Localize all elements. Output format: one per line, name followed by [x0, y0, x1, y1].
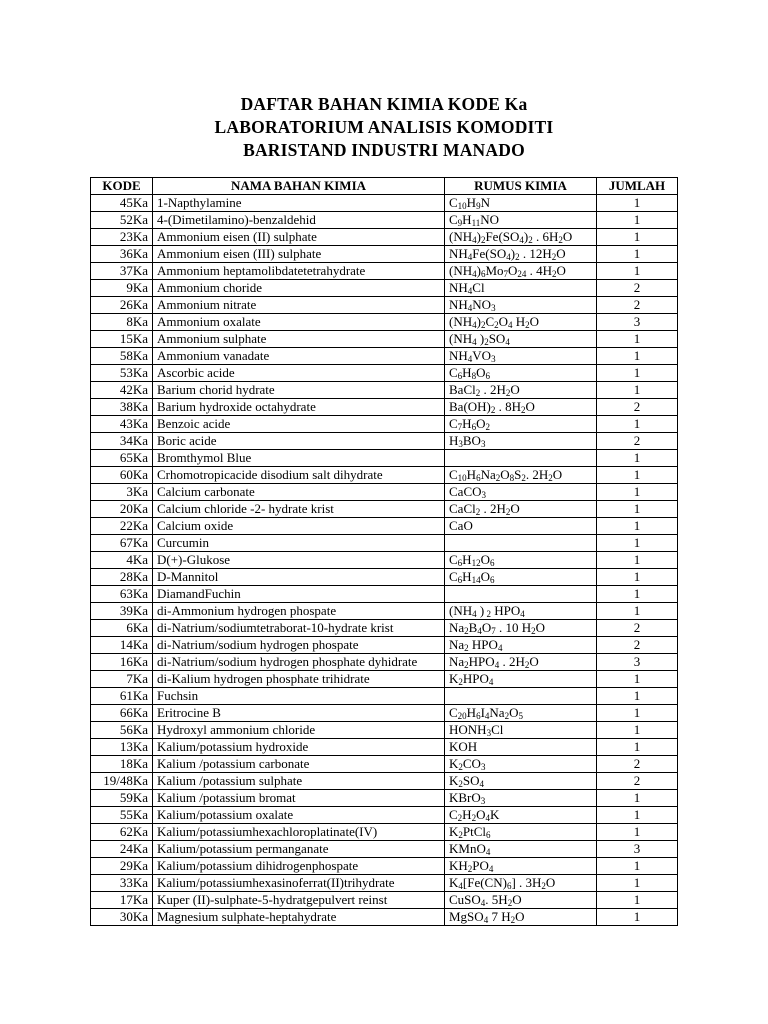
- nama-cell: Ascorbic acide: [153, 365, 445, 382]
- table-row: [91, 739, 678, 756]
- table-row: [91, 433, 678, 450]
- rumus-cell: CaO: [445, 518, 597, 535]
- table-row: [91, 569, 678, 586]
- jumlah-cell: 1: [597, 467, 678, 484]
- rumus-cell: $NH_4Cl$: [445, 280, 597, 297]
- rumus-cell: [445, 535, 597, 552]
- rumus-cell: $C_2H_2O_4K$: [445, 807, 597, 824]
- rumus-cell: CuSO$_4$. $5H_2O$: [445, 892, 597, 909]
- table-row: [91, 501, 678, 518]
- jumlah-cell: 1: [597, 892, 678, 909]
- rumus-cell: KOH: [445, 739, 597, 756]
- table-row: [91, 671, 678, 688]
- jumlah-cell: 1: [597, 824, 678, 841]
- kode-cell: 55Ka: [91, 807, 153, 824]
- nama-cell: Ammonium eisen (III) sulphate: [153, 246, 445, 263]
- jumlah-cell: 1: [597, 484, 678, 501]
- kode-cell: 6Ka: [91, 620, 153, 637]
- table-row: [91, 909, 678, 926]
- table-row: [91, 705, 678, 722]
- table-row: [91, 841, 678, 858]
- kode-cell: 58Ka: [91, 348, 153, 365]
- table-row: [91, 467, 678, 484]
- kode-cell: 56Ka: [91, 722, 153, 739]
- kode-cell: 45Ka: [91, 195, 153, 212]
- nama-cell: Kuper (II)-sulphate-5-hydratgepulvert reinst: [153, 892, 445, 909]
- kode-cell: 36Ka: [91, 246, 153, 263]
- rumus-cell: $NH_4Fe(SO_4)_2$ . $12H_2O$: [445, 246, 597, 263]
- jumlah-cell: 2: [597, 773, 678, 790]
- table-row: [91, 790, 678, 807]
- nama-cell: Calcium chloride -2- hydrate krist: [153, 501, 445, 518]
- nama-cell: Kalium /potassium bromat: [153, 790, 445, 807]
- rumus-cell: $K_2SO_4$: [445, 773, 597, 790]
- nama-cell: Ammonium eisen (II) sulphate: [153, 229, 445, 246]
- table-row: [91, 450, 678, 467]
- jumlah-cell: 1: [597, 807, 678, 824]
- jumlah-cell: 1: [597, 348, 678, 365]
- rumus-cell: $K_4[Fe(CN)_6]$ . $3H_2O$: [445, 875, 597, 892]
- kode-cell: 26Ka: [91, 297, 153, 314]
- table-row: [91, 688, 678, 705]
- kode-cell: 22Ka: [91, 518, 153, 535]
- title-line-3: BARISTAND INDUSTRI MANADO: [243, 140, 525, 160]
- table-row: [91, 365, 678, 382]
- jumlah-cell: 2: [597, 280, 678, 297]
- rumus-cell: $Na_2B_4O_7$ . 10 $H_2O$: [445, 620, 597, 637]
- nama-cell: Ammonium heptamolibdatetetrahydrate: [153, 263, 445, 280]
- jumlah-cell: 1: [597, 858, 678, 875]
- table-row: [91, 875, 678, 892]
- jumlah-cell: 1: [597, 909, 678, 926]
- nama-cell: Benzoic acide: [153, 416, 445, 433]
- table-row: [91, 773, 678, 790]
- kode-cell: 33Ka: [91, 875, 153, 892]
- kode-cell: 24Ka: [91, 841, 153, 858]
- table-row: [91, 807, 678, 824]
- nama-cell: D(+)-Glukose: [153, 552, 445, 569]
- table-row: [91, 586, 678, 603]
- jumlah-cell: 1: [597, 535, 678, 552]
- rumus-cell: $C_6H_{14}O_6$: [445, 569, 597, 586]
- rumus-cell: ($NH_4$ ) $_2$ $HPO_4$: [445, 603, 597, 620]
- jumlah-cell: 2: [597, 399, 678, 416]
- nama-cell: Kalium/potassium hydroxide: [153, 739, 445, 756]
- rumus-cell: BaCl$_2$ . $2H_2O$: [445, 382, 597, 399]
- kode-cell: 17Ka: [91, 892, 153, 909]
- rumus-cell: $K_2CO_3$: [445, 756, 597, 773]
- jumlah-cell: 1: [597, 382, 678, 399]
- rumus-cell: $(NH_4)_2Fe(SO_4)_2$ . $6H_2O$: [445, 229, 597, 246]
- rumus-cell: [445, 688, 597, 705]
- jumlah-cell: 1: [597, 722, 678, 739]
- table-row: [91, 722, 678, 739]
- nama-cell: di-Kalium hydrogen phosphate trihidrate: [153, 671, 445, 688]
- rumus-cell: $NH_4VO_3$: [445, 348, 597, 365]
- nama-cell: Kalium/potassium oxalate: [153, 807, 445, 824]
- table-row: [91, 620, 678, 637]
- kode-cell: 53Ka: [91, 365, 153, 382]
- table-row: [91, 212, 678, 229]
- nama-cell: Magnesium sulphate-heptahydrate: [153, 909, 445, 926]
- table-row: [91, 552, 678, 569]
- kode-cell: 60Ka: [91, 467, 153, 484]
- jumlah-cell: 1: [597, 501, 678, 518]
- table-row: [91, 263, 678, 280]
- table-row: [91, 195, 678, 212]
- table-row: [91, 280, 678, 297]
- kode-cell: 9Ka: [91, 280, 153, 297]
- jumlah-cell: 1: [597, 739, 678, 756]
- nama-cell: Ammonium vanadate: [153, 348, 445, 365]
- table-row: [91, 892, 678, 909]
- jumlah-cell: 1: [597, 790, 678, 807]
- table-row: [91, 348, 678, 365]
- rumus-cell: $(NH_4)_2C_2O_4$ $H_2O$: [445, 314, 597, 331]
- kode-cell: 19/48Ka: [91, 773, 153, 790]
- rumus-cell: KBrO$_3$: [445, 790, 597, 807]
- table-row: [91, 314, 678, 331]
- table-row: [91, 637, 678, 654]
- nama-cell: di-Ammonium hydrogen phospate: [153, 603, 445, 620]
- nama-cell: di-Natrium/sodium hydrogen phospate: [153, 637, 445, 654]
- rumus-cell: $K_2PtCl_6$: [445, 824, 597, 841]
- kode-cell: 8Ka: [91, 314, 153, 331]
- nama-cell: 4-(Dimetilamino)-benzaldehid: [153, 212, 445, 229]
- kode-cell: 61Ka: [91, 688, 153, 705]
- nama-cell: Boric acide: [153, 433, 445, 450]
- table-row: [91, 399, 678, 416]
- kode-cell: 67Ka: [91, 535, 153, 552]
- jumlah-cell: 1: [597, 246, 678, 263]
- jumlah-cell: 1: [597, 586, 678, 603]
- nama-cell: Ammonium sulphate: [153, 331, 445, 348]
- kode-cell: 37Ka: [91, 263, 153, 280]
- kode-cell: 42Ka: [91, 382, 153, 399]
- rumus-cell: $Ba(OH)_2$ . $8H_2O$: [445, 399, 597, 416]
- rumus-cell: $Na_2$ $HPO_4$: [445, 637, 597, 654]
- title-line-2: LABORATORIUM ANALISIS KOMODITI: [214, 117, 554, 137]
- rumus-cell: $HONH_3Cl$: [445, 722, 597, 739]
- rumus-cell: CaCl$_2$ . $2H_2O$: [445, 501, 597, 518]
- rumus-cell: $C_{20}H_6I_4Na_2O_5$: [445, 705, 597, 722]
- kode-cell: 23Ka: [91, 229, 153, 246]
- jumlah-cell: 1: [597, 671, 678, 688]
- kode-cell: 28Ka: [91, 569, 153, 586]
- kode-cell: 66Ka: [91, 705, 153, 722]
- nama-cell: Ammonium oxalate: [153, 314, 445, 331]
- nama-cell: di-Natrium/sodium hydrogen phosphate dyhidrate: [153, 654, 445, 671]
- nama-cell: di-Natrium/sodiumtetraborat-10-hydrate krist: [153, 620, 445, 637]
- nama-cell: Ammonium nitrate: [153, 297, 445, 314]
- jumlah-cell: 1: [597, 688, 678, 705]
- nama-cell: Crhomotropicacide disodium salt dihydrate: [153, 467, 445, 484]
- header-rumus: RUMUS KIMIA: [445, 178, 597, 195]
- nama-cell: Hydroxyl ammonium chloride: [153, 722, 445, 739]
- rumus-cell: $C_{10}H_6Na_2O_8S_2$. $2H_2O$: [445, 467, 597, 484]
- kode-cell: 29Ka: [91, 858, 153, 875]
- kode-cell: 16Ka: [91, 654, 153, 671]
- kode-cell: 62Ka: [91, 824, 153, 841]
- rumus-cell: $C_9H_{11}NO$: [445, 212, 597, 229]
- kode-cell: 34Ka: [91, 433, 153, 450]
- nama-cell: Calcium carbonate: [153, 484, 445, 501]
- table-row: [91, 246, 678, 263]
- jumlah-cell: 2: [597, 756, 678, 773]
- jumlah-cell: 1: [597, 603, 678, 620]
- jumlah-cell: 2: [597, 433, 678, 450]
- rumus-cell: $C_6H_8O_6$: [445, 365, 597, 382]
- rumus-cell: $C_{10}H_9N$: [445, 195, 597, 212]
- kode-cell: 52Ka: [91, 212, 153, 229]
- kode-cell: 14Ka: [91, 637, 153, 654]
- jumlah-cell: 1: [597, 705, 678, 722]
- kode-cell: 3Ka: [91, 484, 153, 501]
- nama-cell: D-Mannitol: [153, 569, 445, 586]
- nama-cell: Barium chorid hydrate: [153, 382, 445, 399]
- kode-cell: 65Ka: [91, 450, 153, 467]
- rumus-cell: $KH_2PO_4$: [445, 858, 597, 875]
- jumlah-cell: 1: [597, 212, 678, 229]
- nama-cell: Fuchsin: [153, 688, 445, 705]
- jumlah-cell: 2: [597, 637, 678, 654]
- nama-cell: Ammonium choride: [153, 280, 445, 297]
- nama-cell: DiamandFuchin: [153, 586, 445, 603]
- nama-cell: Bromthymol Blue: [153, 450, 445, 467]
- header-nama: NAMA BAHAN KIMIA: [153, 178, 445, 195]
- jumlah-cell: 1: [597, 450, 678, 467]
- rumus-cell: [445, 450, 597, 467]
- table-row: [91, 331, 678, 348]
- nama-cell: Barium hydroxide octahydrate: [153, 399, 445, 416]
- jumlah-cell: 1: [597, 875, 678, 892]
- table-row: [91, 654, 678, 671]
- kode-cell: 39Ka: [91, 603, 153, 620]
- table-body: [91, 195, 678, 926]
- table-row: [91, 382, 678, 399]
- rumus-cell: KMnO$_4$: [445, 841, 597, 858]
- table-row: [91, 824, 678, 841]
- jumlah-cell: 1: [597, 416, 678, 433]
- jumlah-cell: 3: [597, 314, 678, 331]
- table-row: [91, 603, 678, 620]
- title-line-1: DAFTAR BAHAN KIMIA KODE Ka: [240, 94, 528, 114]
- table-row: [91, 518, 678, 535]
- table-row: [91, 297, 678, 314]
- kode-cell: 13Ka: [91, 739, 153, 756]
- jumlah-cell: 1: [597, 365, 678, 382]
- table-row: [91, 484, 678, 501]
- nama-cell: Kalium/potassiumhexasinoferrat(II)trihydrate: [153, 875, 445, 892]
- jumlah-cell: 1: [597, 552, 678, 569]
- kode-cell: 63Ka: [91, 586, 153, 603]
- kode-cell: 43Ka: [91, 416, 153, 433]
- rumus-cell: $C_7H_6O_2$: [445, 416, 597, 433]
- rumus-cell: $C_6H_{12}O_6$: [445, 552, 597, 569]
- rumus-cell: $Na_2HPO_4$ . $2H_2O$: [445, 654, 597, 671]
- jumlah-cell: 1: [597, 229, 678, 246]
- kode-cell: 4Ka: [91, 552, 153, 569]
- kode-cell: 20Ka: [91, 501, 153, 518]
- nama-cell: Kalium /potassium sulphate: [153, 773, 445, 790]
- kode-cell: 7Ka: [91, 671, 153, 688]
- rumus-cell: ($NH_4$ )$_2SO_4$: [445, 331, 597, 348]
- kode-cell: 59Ka: [91, 790, 153, 807]
- document-title: [0, 93, 768, 162]
- jumlah-cell: 1: [597, 195, 678, 212]
- header-jumlah: JUMLAH: [597, 178, 678, 195]
- rumus-cell: [445, 586, 597, 603]
- table-row: [91, 416, 678, 433]
- rumus-cell: $(NH_4)_6Mo_7O_{24}$ . $4H_2O$: [445, 263, 597, 280]
- jumlah-cell: 1: [597, 263, 678, 280]
- nama-cell: Calcium oxide: [153, 518, 445, 535]
- jumlah-cell: 3: [597, 841, 678, 858]
- jumlah-cell: 1: [597, 569, 678, 586]
- table-row: [91, 756, 678, 773]
- nama-cell: Kalium/potassium permanganate: [153, 841, 445, 858]
- table-row: [91, 535, 678, 552]
- nama-cell: Curcumin: [153, 535, 445, 552]
- rumus-cell: $NH_4NO_3$: [445, 297, 597, 314]
- jumlah-cell: 1: [597, 518, 678, 535]
- nama-cell: 1-Napthylamine: [153, 195, 445, 212]
- jumlah-cell: 2: [597, 620, 678, 637]
- header-kode: KODE: [91, 178, 153, 195]
- nama-cell: Kalium /potassium carbonate: [153, 756, 445, 773]
- jumlah-cell: 2: [597, 297, 678, 314]
- table-row: [91, 858, 678, 875]
- table-row: [91, 229, 678, 246]
- rumus-cell: CaCO$_3$: [445, 484, 597, 501]
- kode-cell: 18Ka: [91, 756, 153, 773]
- nama-cell: Eritrocine B: [153, 705, 445, 722]
- jumlah-cell: 3: [597, 654, 678, 671]
- jumlah-cell: 1: [597, 331, 678, 348]
- rumus-cell: $H_3BO_3$: [445, 433, 597, 450]
- rumus-cell: $K_2HPO_4$: [445, 671, 597, 688]
- table-header-row: [91, 178, 678, 195]
- chemical-list-table: [90, 177, 678, 926]
- kode-cell: 30Ka: [91, 909, 153, 926]
- kode-cell: 38Ka: [91, 399, 153, 416]
- rumus-cell: MgSO$_4$ 7 $H_2O$: [445, 909, 597, 926]
- nama-cell: Kalium/potassium dihidrogenphospate: [153, 858, 445, 875]
- kode-cell: 15Ka: [91, 331, 153, 348]
- nama-cell: Kalium/potassiumhexachloroplatinate(IV): [153, 824, 445, 841]
